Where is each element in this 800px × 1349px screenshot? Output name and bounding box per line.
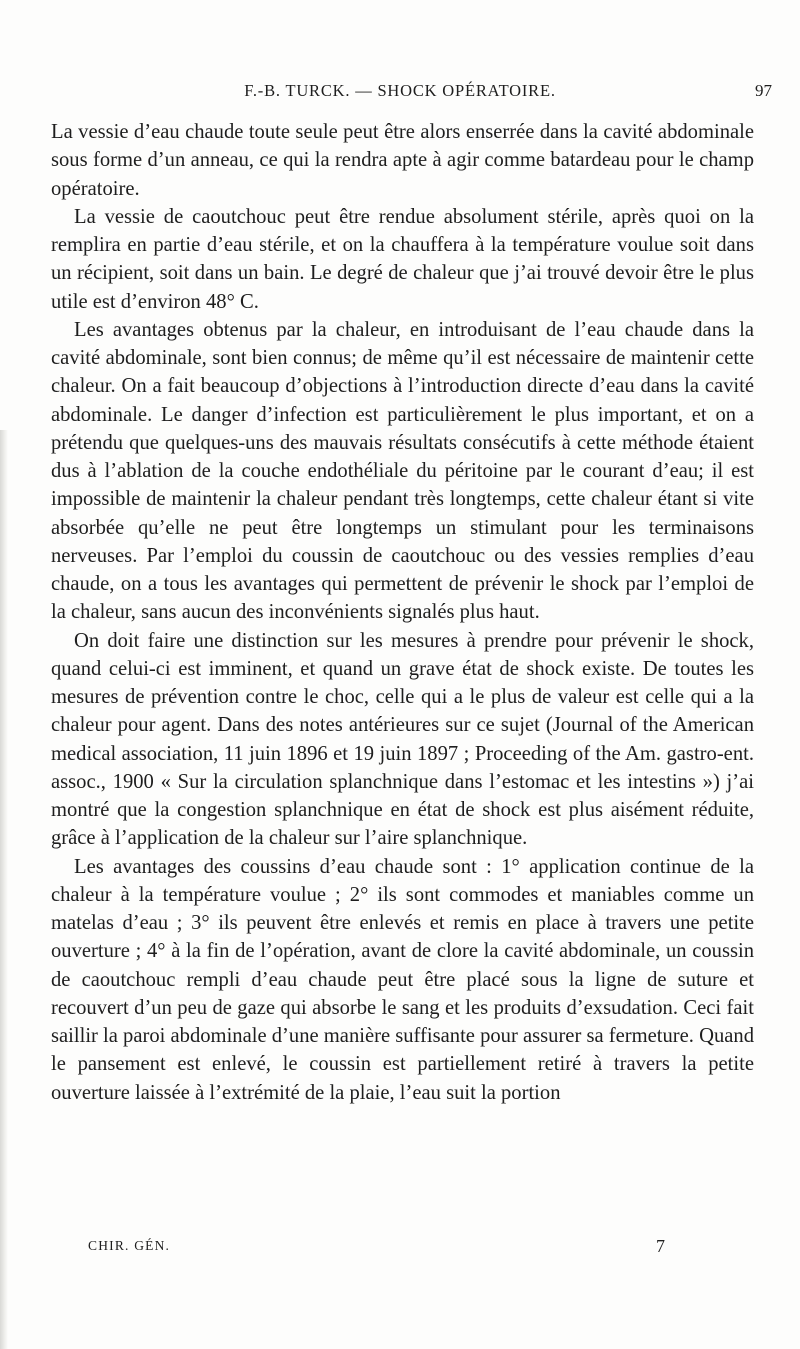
signature-number: 7 bbox=[656, 1236, 665, 1256]
paragraph: Les avantages obtenus par la chaleur, en introduisant de l’eau chaude dans la cavité abdominale, sont bien connus; de même qu’il est nécessaire de maintenir cette chaleur. On a fait beaucoup d’objections à l’introduction directe d’eau dans la cavité abdominale. Le danger d’infection est particulièrement le plus important, et on a prétendu que quelques-uns des mauvais résultats consécutifs à cette méthode étaient dus à l’ablation de la couche endothéliale du péritoine par le courant d’eau; il est impossible de maintenir la chaleur pendant très longtemps, cette chaleur étant si vite absorbée qu’elle ne peut être longtemps un stimulant pour les terminaisons nerveuses. Par l’emploi du coussin de caoutchouc ou des vessies remplies d’eau chaude, on a tous les avantages qui permettent de prévenir le shock par l’emploi de la chaleur, sans aucun des inconvénients signalés plus haut. bbox=[51, 318, 754, 624]
paragraph: La vessie de caoutchouc peut être rendue absolument stérile, après quoi on la remplira en partie d’eau stérile, et on la chauffera à la température voulue soit dans un récipient, soit dans un bain. Le degré de chaleur que j’ai trouvé devoir être le plus utile est d’environ 48° C. bbox=[51, 205, 754, 313]
page-footer bbox=[0, 1236, 800, 1258]
page-edge-shadow bbox=[0, 430, 8, 1349]
running-head: F.-B. TURCK. — SHOCK OPÉRATOIRE. bbox=[244, 81, 556, 100]
paragraph: Les avantages des coussins d’eau chaude sont : 1° application continue de la chaleur à la température voulue ; 2° ils sont commodes et maniables comme un matelas d’eau ; 3° ils peuvent être enlevés et remis en place à travers une petite ouverture ; 4° à la fin de l’opération, avant de clore la cavité abdominale, un coussin de caoutchouc rempli d’eau chaude peut être placé sous la ligne de suture et recouvert d’un peu de gaze qui absorbe le sang et les produits d’exsudation. Ceci fait saillir la paroi abdominale d’une manière suffisante pour assurer sa fermeture. Quand le pansement est enlevé, le coussin est partiellement retiré à travers la petite ouverture laissée à l’extrémité de la plaie, l’eau suit la portion bbox=[51, 855, 754, 1104]
page-number: 97 bbox=[755, 81, 772, 100]
body-text bbox=[51, 118, 754, 1107]
signature-mark: CHIR. GÉN. bbox=[88, 1238, 171, 1253]
paragraph: La vessie d’eau chaude toute seule peut être alors enserrée dans la cavité abdominale sous forme d’un anneau, ce qui la rendra apte à agir comme batardeau pour le champ opératoire. bbox=[51, 121, 754, 200]
paragraph: On doit faire une distinction sur les mesures à prendre pour prévenir le shock, quand celui-ci est imminent, et quand un grave état de shock existe. De toutes les mesures de prévention contre le choc, celle qui a le plus de valeur est celle qui a la chaleur pour agent. Dans des notes antérieures sur ce sujet (Journal of the American medical association, 11 juin 1896 et 19 juin 1897 ; Proceeding of the Am. gastro-ent. assoc., 1900 « Sur la circulation splanchnique dans l’estomac et les intestins ») j’ai montré que la congestion splanchnique en état de shock est plus aisément réduite, grâce à l’application de la chaleur sur l’aire splanchnique. bbox=[51, 629, 754, 850]
page-header bbox=[0, 80, 800, 104]
